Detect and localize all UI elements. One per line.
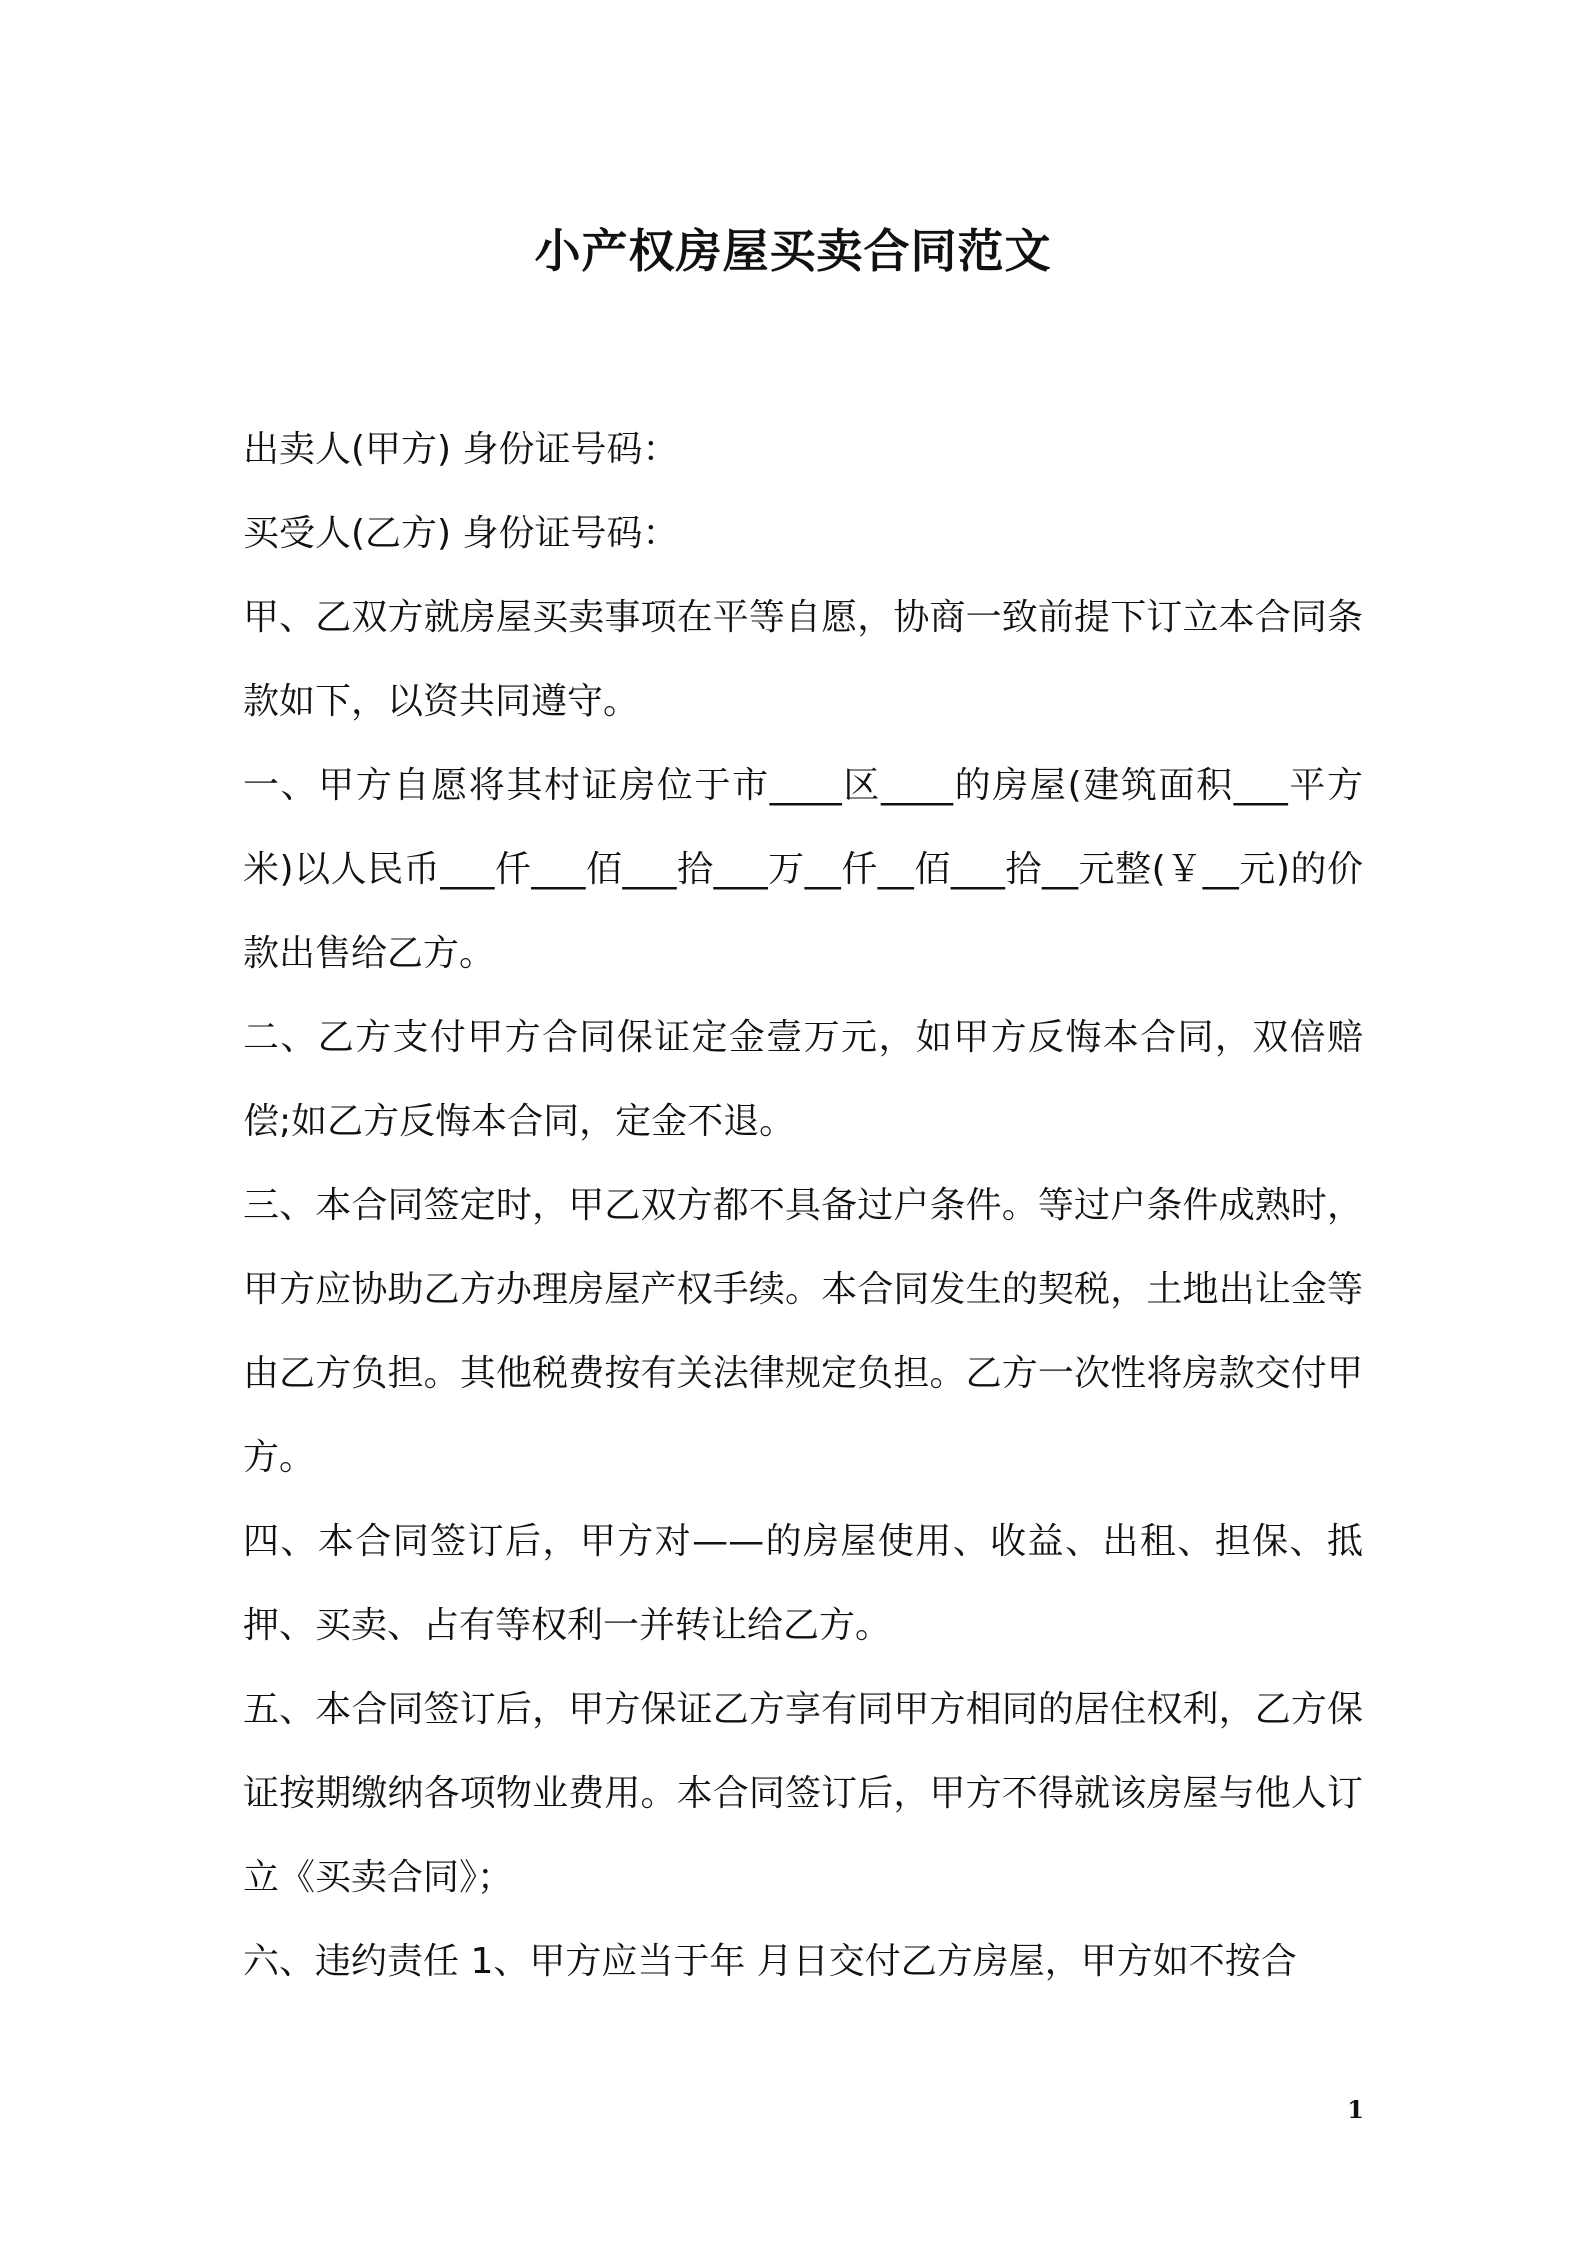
clause-2-paragraph: 二、乙方支付甲方合同保证定金壹万元，如甲方反悔本合同，双倍赔偿;如乙方反悔本合同，定金不退。 bbox=[243, 1017, 1363, 1142]
clause-5-paragraph: 五、本合同签订后，甲方保证乙方享有同甲方相同的居住权利，乙方保证按期缴纳各项物业费用。本合同签订后，甲方不得就该房屋与他人订立《买卖合同》； bbox=[243, 1689, 1363, 1898]
document-body bbox=[243, 408, 1363, 2004]
clause-4-paragraph: 四、本合同签订后，甲方对——的房屋使用、收益、出租、担保、抵押、买卖、占有等权利一并转让给乙方。 bbox=[243, 1521, 1363, 1646]
buyer-line: 买受人(乙方) 身份证号码： bbox=[243, 513, 679, 554]
clause-3-paragraph: 三、本合同签定时，甲乙双方都不具备过户条件。等过户条件成熟时，甲方应协助乙方办理房屋产权手续。本合同发生的契税，土地出让金等由乙方负担。其他税费按有关法律规定负担。乙方一次性将房款交付甲方。 bbox=[243, 1185, 1363, 1478]
document-title: 小产权房屋买卖合同范文 bbox=[534, 224, 1052, 278]
clause-6-paragraph: 六、违约责任 1、甲方应当于年 月日交付乙方房屋，甲方如不按合 bbox=[243, 1941, 1297, 1982]
clause-1-paragraph: 一、甲方自愿将其村证房位于市____区____的房屋(建筑面积___平方米)以人民币___仟___佰___拾___万__仟__佰___拾__元整(￥__元)的价款出售给乙方。 bbox=[243, 765, 1363, 974]
preamble-paragraph: 甲、乙双方就房屋买卖事项在平等自愿，协商一致前提下订立本合同条款如下，以资共同遵守。 bbox=[243, 597, 1363, 722]
seller-line: 出卖人(甲方) 身份证号码： bbox=[243, 429, 679, 470]
page-number: 1 bbox=[1347, 2095, 1364, 2124]
